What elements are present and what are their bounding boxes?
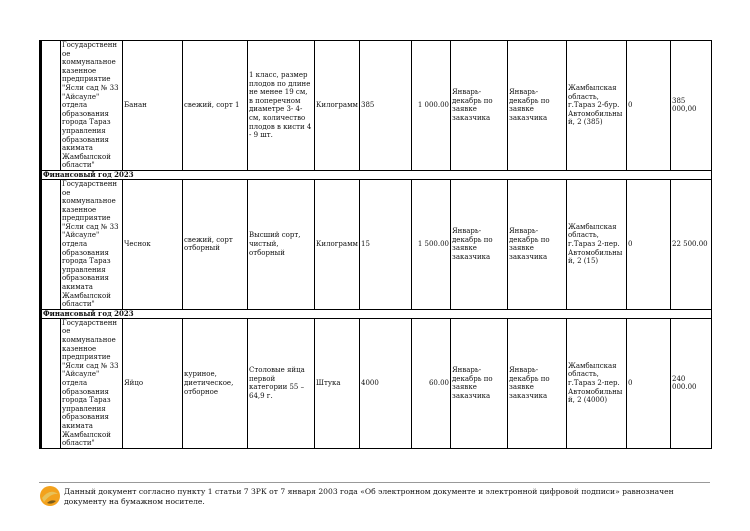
legal-equivalence-note: Данный документ согласно пункту 1 статьи 7 ЗРК от 7 января 2003 года «Об электронном документе и электронной цифровой подписи» равнозначен документу на бумажном носителе.: [64, 487, 674, 506]
footer-divider: [39, 482, 710, 483]
sum-cell: 385 000,00: [671, 41, 712, 171]
delivery-term-cell: Январь-декабрь по заявке заказчика: [508, 41, 567, 171]
financial-year-row: [41, 309, 712, 318]
delivery-place-cell: Жамбылская область, г.Тараз 2-бур. Автомобильный, 2 (385): [567, 41, 627, 171]
row-number-cell: [41, 318, 61, 448]
row-number-cell: [41, 41, 61, 171]
table-row: [41, 41, 712, 171]
sum-cell: 240 000.00: [671, 318, 712, 448]
unit-cell: Килограмм: [315, 41, 360, 171]
item-name-cell: Яйцо: [123, 318, 183, 448]
item-characteristic-cell: свежий, сорт отборный: [183, 179, 248, 309]
additional-characteristic-cell: Столовые яйца первой категории 55 – 64,9 г.: [248, 318, 315, 448]
item-characteristic-cell: свежий, сорт 1: [183, 41, 248, 171]
table-row: [41, 179, 712, 309]
egov-logo-icon: [38, 484, 62, 508]
advance-cell: 0: [627, 41, 671, 171]
quantity-cell: 4000: [360, 318, 412, 448]
customer-cell: Государственное коммунальное казенное предприятие "Ясли сад № 33 "Айсауле" отдела образования города Тараз управления образования акимата Жамбылской области": [61, 41, 123, 171]
financial-year-label: Финансовый год 2023: [41, 309, 712, 318]
additional-characteristic-cell: 1 класс, размер плодов по длине не менее 19 см, в поперечном диаметре 3- 4- см, количество плодов в кисти 4 - 9 шт.: [248, 41, 315, 171]
additional-characteristic-cell: Высший сорт, чистый, отборный: [248, 179, 315, 309]
sum-cell: 22 500.00: [671, 179, 712, 309]
item-name-cell: Чеснок: [123, 179, 183, 309]
price-cell: 1 500.00: [412, 179, 451, 309]
unit-cell: Килограмм: [315, 179, 360, 309]
signature-footer: [38, 484, 718, 510]
delivery-place-cell: Жамбылская область, г.Тараз 2-пер. Автомобильный, 2 (15): [567, 179, 627, 309]
item-name-cell: Банан: [123, 41, 183, 171]
customer-cell: Государственное коммунальное казенное предприятие "Ясли сад № 33 "Айсауле" отдела образования города Тараз управления образования акимата Жамбылской области": [61, 318, 123, 448]
quantity-cell: 385: [360, 41, 412, 171]
price-cell: 60.00: [412, 318, 451, 448]
customer-cell: Государственное коммунальное казенное предприятие "Ясли сад № 33 "Айсауле" отдела образования города Тараз управления образования акимата Жамбылской области": [61, 179, 123, 309]
delivery-period-cell: Январь-декабрь по заявке заказчика: [451, 41, 508, 171]
delivery-period-cell: Январь-декабрь по заявке заказчика: [451, 318, 508, 448]
price-cell: 1 000.00: [412, 41, 451, 171]
advance-cell: 0: [627, 179, 671, 309]
quantity-cell: 15: [360, 179, 412, 309]
procurement-table: [39, 40, 712, 449]
financial-year-label: Финансовый год 2023: [41, 170, 712, 179]
delivery-term-cell: Январь-декабрь по заявке заказчика: [508, 179, 567, 309]
table-row: [41, 318, 712, 448]
financial-year-row: [41, 170, 712, 179]
item-characteristic-cell: куриное, диетическое, отборное: [183, 318, 248, 448]
row-number-cell: [41, 179, 61, 309]
delivery-period-cell: Январь-декабрь по заявке заказчика: [451, 179, 508, 309]
delivery-term-cell: Январь-декабрь по заявке заказчика: [508, 318, 567, 448]
delivery-place-cell: Жамбылская область, г.Тараз 2-пер. Автомобильный, 2 (4000): [567, 318, 627, 448]
unit-cell: Штука: [315, 318, 360, 448]
advance-cell: 0: [627, 318, 671, 448]
